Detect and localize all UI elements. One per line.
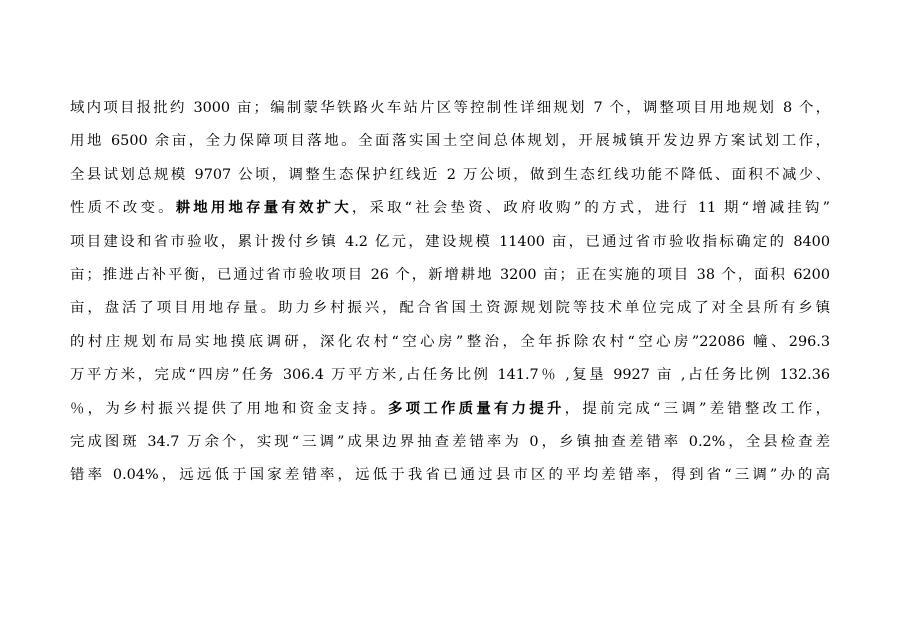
document-page — [70, 92, 830, 493]
bold-heading-segment: 多项工作质量有力提升 — [388, 400, 565, 417]
text-line — [70, 292, 830, 325]
text-segment: 亩；推进占补平衡，已通过省市验收项目 26 个，新增耕地 3200 亩；正在实施的项目 38 个，面积 6200 — [70, 266, 830, 283]
text-segment: 域内项目报批约 3000 亩；编制蒙华铁路火车站片区等控制性详细规划 7 个，调整项目用地规划 8 个， — [70, 100, 830, 116]
text-segment: 万平方米，完成“四房”任务 306.4 万平方米,占任务比例 141.7％ ,复垦 9927 亩 ,占任务比例 132.36 — [70, 367, 830, 384]
text-segment: 用地 6500 余亩，全力保障项目落地。全面落实国土空间总体规划，开展城镇开发边界方案试划工作， — [70, 133, 830, 150]
text-line — [70, 359, 830, 392]
text-line — [70, 92, 830, 125]
text-line — [70, 259, 830, 292]
text-line — [70, 159, 830, 192]
bold-heading-segment: 耕地用地存量有效扩大 — [175, 200, 352, 217]
text-line — [70, 426, 830, 459]
text-segment: ，提前完成“三调”差错整改工作， — [564, 400, 830, 417]
text-line — [70, 125, 830, 158]
text-segment: 项目建设和省市验收，累计拨付乡镇 4.2 亿元，建设规模 11400 亩，已通过省市验收指标确定的 8400 — [70, 233, 830, 250]
text-line — [70, 459, 830, 492]
text-line — [70, 326, 830, 359]
text-line — [70, 226, 830, 259]
text-segment: ％，为乡村振兴提供了用地和资金支持。 — [70, 400, 388, 417]
text-line — [70, 393, 830, 426]
text-segment: 性质不改变。 — [70, 200, 176, 217]
text-segment: 的村庄规划布局实地摸底调研，深化农村“空心房”整治，全年拆除农村“空心房”22086 幢、296.3 — [70, 333, 830, 350]
text-segment: 完成图斑 34.7 万余个，实现“三调”成果边界抽查差错率为 0，乡镇抽查差错率 0.2%，全县检查差 — [70, 433, 830, 450]
text-line — [70, 192, 830, 225]
text-segment: 错率 0.04%，远远低于国家差错率，远低于我省已通过县市区的平均差错率，得到省“三调”办的高 — [70, 467, 830, 484]
text-segment: 亩，盘活了项目用地存量。助力乡村振兴，配合省国土资源规划院等技术单位完成了对全县所有乡镇 — [70, 300, 830, 317]
text-segment: 全县试划总规模 9707 公顷，调整生态保护红线近 2 万公顷，做到生态红线功能不降低、面积不减少、 — [70, 166, 830, 183]
text-segment: ，采取“社会垫资、政府收购”的方式，进行 11 期“增减挂钩” — [351, 200, 830, 217]
